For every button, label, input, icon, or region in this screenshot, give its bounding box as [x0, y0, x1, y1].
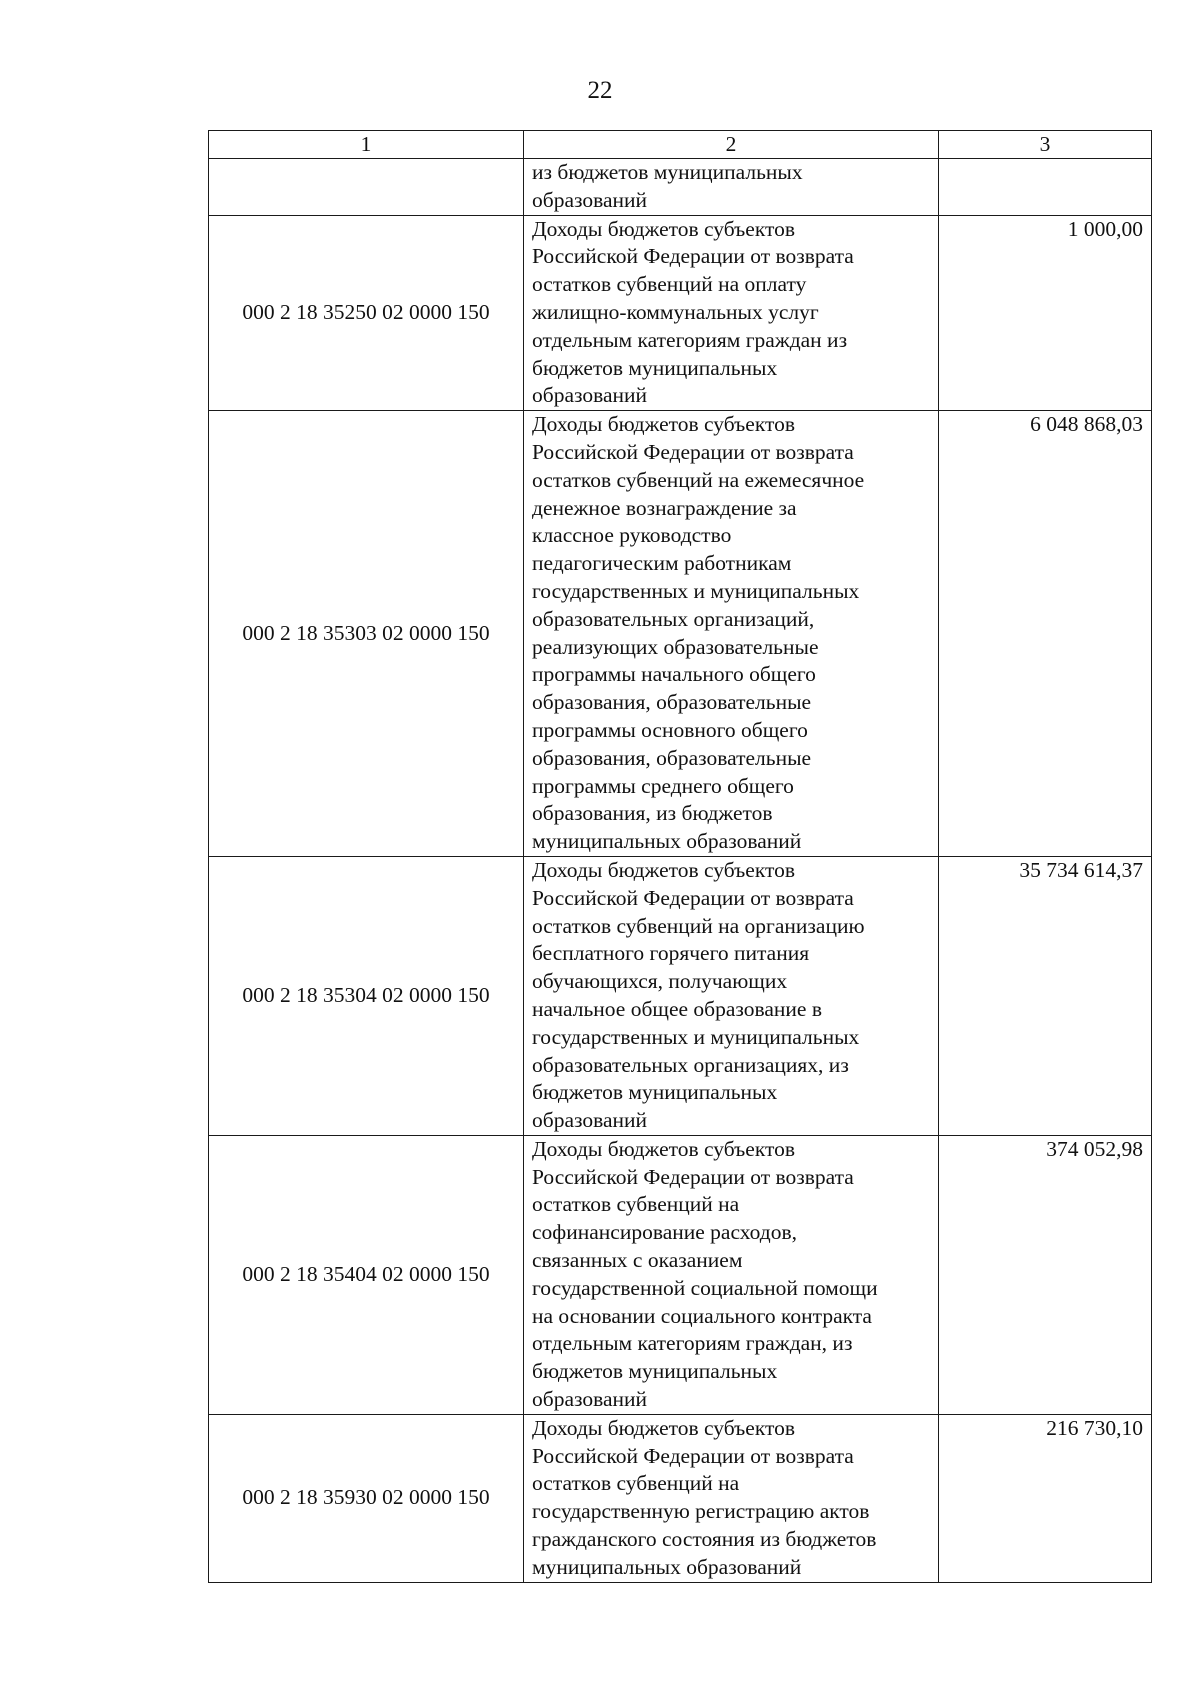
amount-cell: 6 048 868,03	[939, 411, 1152, 857]
description-line: программы начального общего	[532, 662, 816, 687]
description-line: Доходы бюджетов субъектов	[532, 1136, 796, 1161]
description-line: Доходы бюджетов субъектов	[532, 216, 796, 241]
budget-code-cell: 000 2 18 35304 02 0000 150	[209, 856, 524, 1135]
description-line: педагогическим работникам	[532, 551, 792, 576]
table-row	[209, 411, 1152, 857]
table-row	[209, 1414, 1152, 1582]
description-line: остатков субвенций на организацию	[532, 913, 865, 938]
description-line: жилищно-коммунальных услуг	[532, 299, 819, 324]
description-line: муниципальных образований	[532, 829, 802, 854]
description-line: государственной социальной помощи	[532, 1275, 878, 1300]
description-line: бюджетов муниципальных	[532, 355, 778, 380]
page-number: 22	[587, 77, 613, 104]
description-line: классное руководство	[532, 523, 732, 548]
description-line: гражданского состояния из бюджетов	[532, 1527, 877, 1552]
header-col-1: 1	[209, 131, 524, 159]
description-line: образования, образовательные	[532, 690, 812, 715]
budget-code-cell: 000 2 18 35303 02 0000 150	[209, 411, 524, 857]
description-line: остатков субвенций на	[532, 1471, 740, 1496]
description-cell	[524, 215, 939, 411]
description-line: Российской Федерации от возврата	[532, 1443, 854, 1468]
description-line: связанных с оказанием	[532, 1248, 743, 1273]
budget-code-cell	[209, 159, 524, 216]
budget-revenue-table	[208, 130, 1152, 1583]
budget-code-cell: 000 2 18 35930 02 0000 150	[209, 1414, 524, 1582]
description-line: отдельным категориям граждан, из	[532, 1331, 853, 1356]
description-cell	[524, 856, 939, 1135]
table-header-row	[209, 131, 1152, 159]
description-line: образований	[532, 1108, 648, 1133]
description-line: остатков субвенций на оплату	[532, 272, 807, 297]
description-line: начальное общее образование в	[532, 996, 822, 1021]
description-cell	[524, 159, 939, 216]
description-line: обучающихся, получающих	[532, 969, 788, 994]
description-line: Российской Федерации от возврата	[532, 244, 854, 269]
amount-cell	[939, 159, 1152, 216]
description-line: Российской Федерации от возврата	[532, 439, 854, 464]
description-line: образовательных организациях, из	[532, 1052, 849, 1077]
description-cell	[524, 1135, 939, 1414]
description-line: государственную регистрацию актов	[532, 1499, 870, 1524]
description-line: софинансирование расходов,	[532, 1220, 798, 1245]
description-line: государственных и муниципальных	[532, 578, 860, 603]
description-line: образований	[532, 1387, 648, 1412]
description-line: остатков субвенций на ежемесячное	[532, 467, 865, 492]
description-line: образований	[532, 187, 648, 212]
description-line: муниципальных образований	[532, 1554, 802, 1579]
description-line: Российской Федерации от возврата	[532, 1164, 854, 1189]
table-row	[209, 159, 1152, 216]
description-line: образования, образовательные	[532, 745, 812, 770]
description-line: образований	[532, 383, 648, 408]
header-col-3: 3	[939, 131, 1152, 159]
table-row	[209, 215, 1152, 411]
description-line: образования, из бюджетов	[532, 801, 773, 826]
description-line: на основании социального контракта	[532, 1303, 872, 1328]
description-line: бесплатного горячего питания	[532, 941, 810, 966]
description-line: Доходы бюджетов субъектов	[532, 412, 796, 437]
description-line: бюджетов муниципальных	[532, 1080, 778, 1105]
description-cell	[524, 411, 939, 857]
amount-cell: 35 734 614,37	[939, 856, 1152, 1135]
description-line: образовательных организаций,	[532, 606, 815, 631]
description-line: программы основного общего	[532, 717, 808, 742]
table-row	[209, 1135, 1152, 1414]
description-line: остатков субвенций на	[532, 1192, 740, 1217]
description-cell	[524, 1414, 939, 1582]
budget-code-cell: 000 2 18 35404 02 0000 150	[209, 1135, 524, 1414]
description-line: из бюджетов муниципальных	[532, 160, 803, 184]
description-line: реализующих образовательные	[532, 634, 819, 659]
header-col-2: 2	[524, 131, 939, 159]
description-line: Российской Федерации от возврата	[532, 885, 854, 910]
description-line: бюджетов муниципальных	[532, 1359, 778, 1384]
budget-code-cell: 000 2 18 35250 02 0000 150	[209, 215, 524, 411]
description-line: государственных и муниципальных	[532, 1024, 860, 1049]
table-row	[209, 856, 1152, 1135]
amount-cell: 216 730,10	[939, 1414, 1152, 1582]
description-line: Доходы бюджетов субъектов	[532, 1415, 796, 1440]
amount-cell: 374 052,98	[939, 1135, 1152, 1414]
description-line: программы среднего общего	[532, 773, 794, 798]
description-line: отдельным категориям граждан из	[532, 327, 848, 352]
amount-cell: 1 000,00	[939, 215, 1152, 411]
description-line: Доходы бюджетов субъектов	[532, 857, 796, 882]
description-line: денежное вознаграждение за	[532, 495, 797, 520]
